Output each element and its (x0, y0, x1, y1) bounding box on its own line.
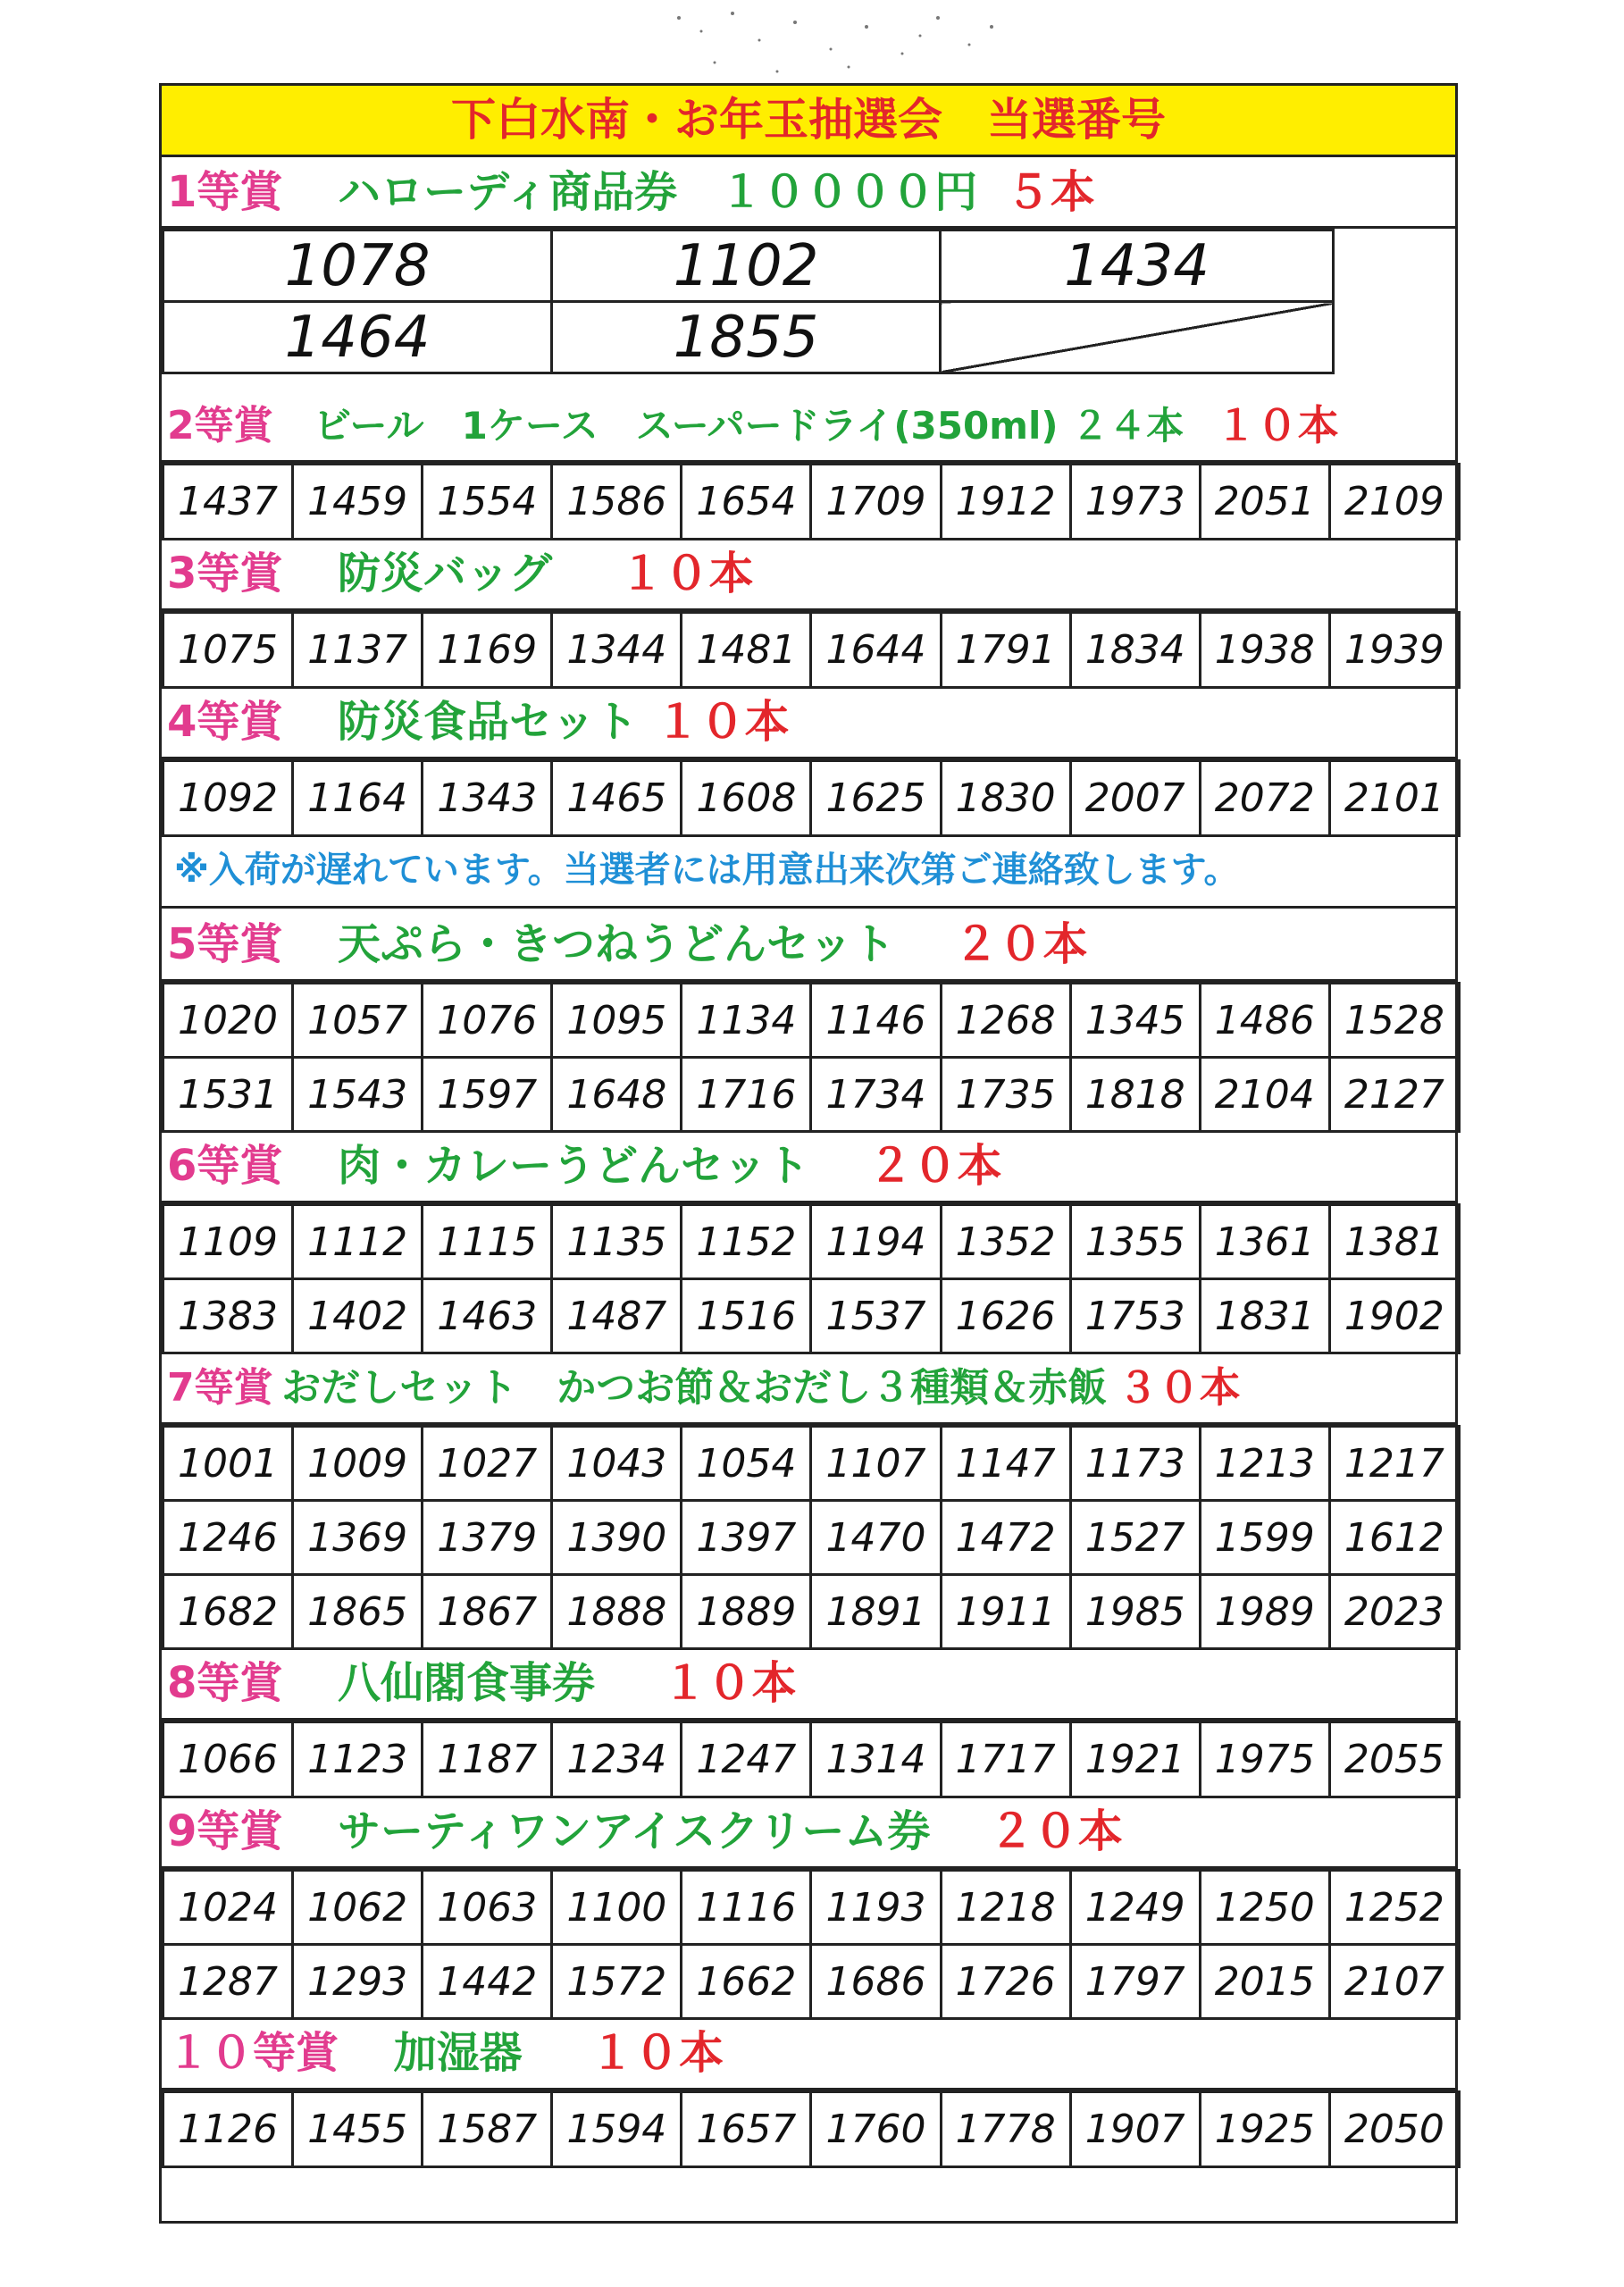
prize-1-rank: 1等賞 (167, 167, 283, 217)
winning-number: 1442 (423, 1945, 552, 2019)
winning-number: 1268 (941, 984, 1070, 1058)
prize-4-count: １０本 (655, 696, 790, 748)
winning-number: 1587 (423, 2092, 552, 2167)
winning-number: 1001 (163, 1427, 293, 1501)
prize-5-rank: 5等賞 (167, 919, 283, 969)
winning-number: 1830 (941, 761, 1070, 836)
prize-10-heading (162, 2017, 1455, 2090)
winning-number: 1063 (423, 1871, 552, 1945)
winning-number: 1686 (811, 1945, 941, 2019)
winning-number: 1626 (941, 1279, 1070, 1353)
winning-number: 2101 (1329, 761, 1459, 836)
prize-3-heading (162, 538, 1455, 611)
winning-number: 1152 (682, 1205, 811, 1279)
winning-number: 2109 (1329, 465, 1459, 540)
prize-2-item: ビール 1ケース スーパードライ(350ml) ２４本 (314, 404, 1185, 448)
winning-number: 1076 (423, 984, 552, 1058)
winning-number: 1095 (552, 984, 682, 1058)
winning-number: 1716 (682, 1058, 811, 1132)
delivery-note: ※入荷が遅れています。当選者には用意出来次第ご連絡致します。 (162, 834, 1455, 909)
winning-number: 1599 (1200, 1501, 1329, 1575)
winning-number: 1865 (293, 1575, 423, 1649)
winning-number: 1760 (811, 2092, 941, 2167)
prize-1-count: ５本 (1005, 166, 1095, 218)
prize-6-heading (162, 1130, 1455, 1203)
winning-number: 1383 (163, 1279, 293, 1353)
prize-4-numbers (162, 759, 1461, 837)
winning-number: 1717 (941, 1722, 1070, 1797)
prize-7-count: ３０本 (1117, 1363, 1241, 1412)
prize-3-item: 防災バッグ (337, 549, 552, 599)
prize-3-rank: 3等賞 (167, 549, 283, 599)
winning-number: 1343 (423, 761, 552, 836)
winning-number: 1867 (423, 1575, 552, 1649)
winning-number: 1907 (1070, 2092, 1200, 2167)
winning-number: 1921 (1070, 1722, 1200, 1797)
prize-8-item: 八仙閣食事券 (337, 1658, 595, 1708)
prize-4-rank: 4等賞 (167, 697, 283, 747)
winning-number: 1486 (1200, 984, 1329, 1058)
winning-number: 2051 (1200, 465, 1329, 540)
winning-number: 1831 (1200, 1279, 1329, 1353)
winning-number: 1487 (552, 1279, 682, 1353)
winning-number: 1648 (552, 1058, 682, 1132)
winning-number: 1472 (941, 1501, 1070, 1575)
winning-number: 1249 (1070, 1871, 1200, 1945)
winning-number: 1355 (1070, 1205, 1200, 1279)
winning-number: 1834 (1070, 613, 1200, 688)
winning-number: 1975 (1200, 1722, 1329, 1797)
winning-number: 1554 (423, 465, 552, 540)
winning-number: 1187 (423, 1722, 552, 1797)
winning-number: 1528 (1329, 984, 1459, 1058)
winning-number: 1109 (163, 1205, 293, 1279)
winning-number: 2072 (1200, 761, 1329, 836)
winning-number: 1644 (811, 613, 941, 688)
prize-4-heading (162, 686, 1455, 759)
prize-5-numbers (162, 982, 1461, 1133)
winning-number: 1939 (1329, 613, 1459, 688)
winning-number: 1043 (552, 1427, 682, 1501)
winning-number: 1078 (163, 230, 552, 302)
winning-number: 1470 (811, 1501, 941, 1575)
winning-number: 1586 (552, 465, 682, 540)
winning-number: 1146 (811, 984, 941, 1058)
winning-number: 1543 (293, 1058, 423, 1132)
winning-number: 2015 (1200, 1945, 1329, 2019)
winning-number: 1938 (1200, 613, 1329, 688)
page-title: 下白水南・お年玉抽選会 当選番号 (162, 86, 1455, 157)
winning-number: 1625 (811, 761, 941, 836)
winning-number: 1911 (941, 1575, 1070, 1649)
winning-number: 1250 (1200, 1871, 1329, 1945)
winning-number: 1437 (163, 465, 293, 540)
winning-number: 1662 (682, 1945, 811, 2019)
prize-1-numbers (162, 229, 1335, 374)
winning-number: 1361 (1200, 1205, 1329, 1279)
winning-number: 1889 (682, 1575, 811, 1649)
empty-cell (941, 302, 1334, 373)
winning-number: 1137 (293, 613, 423, 688)
winning-number: 1402 (293, 1279, 423, 1353)
winning-number: 1735 (941, 1058, 1070, 1132)
winning-number: 1973 (1070, 465, 1200, 540)
winning-number: 1459 (293, 465, 423, 540)
winning-number: 1135 (552, 1205, 682, 1279)
prize-6-item: 肉・カレーうどんセット (337, 1141, 809, 1191)
prize-4-item: 防災食品セット (337, 697, 638, 747)
winning-number: 1390 (552, 1501, 682, 1575)
winning-number: 1246 (163, 1501, 293, 1575)
winning-number: 1379 (423, 1501, 552, 1575)
winning-number: 1734 (811, 1058, 941, 1132)
prize-8-numbers (162, 1721, 1461, 1798)
prize-10-count: １０本 (590, 2027, 724, 2079)
prize-2-numbers (162, 463, 1461, 540)
winning-number: 2127 (1329, 1058, 1459, 1132)
winning-number: 1527 (1070, 1501, 1200, 1575)
winning-number: 1657 (682, 2092, 811, 2167)
prize-5-heading (162, 909, 1455, 982)
winning-number: 1902 (1329, 1279, 1459, 1353)
winning-number: 1434 (941, 230, 1334, 302)
winning-number: 1287 (163, 1945, 293, 2019)
prize-8-count: １０本 (662, 1657, 797, 1709)
winning-number: 1455 (293, 2092, 423, 2167)
prize-2-rank: 2等賞 (167, 403, 273, 448)
winning-number: 1100 (552, 1871, 682, 1945)
winning-number: 1352 (941, 1205, 1070, 1279)
winning-number: 1397 (682, 1501, 811, 1575)
winning-number: 1293 (293, 1945, 423, 2019)
winning-number: 1682 (163, 1575, 293, 1649)
winning-number: 1062 (293, 1871, 423, 1945)
prize-8-heading (162, 1647, 1455, 1721)
winning-number: 1597 (423, 1058, 552, 1132)
empty-footer-row (162, 2166, 1455, 2221)
winning-number: 1818 (1070, 1058, 1200, 1132)
prize-7-item: おだしセット かつお節＆おだし３種類＆赤飯 (281, 1365, 1108, 1411)
winning-number: 1024 (163, 1871, 293, 1945)
winning-number: 1654 (682, 465, 811, 540)
prize-7-rank: 7等賞 (167, 1365, 273, 1411)
prize-9-heading (162, 1796, 1455, 1869)
winning-number: 1164 (293, 761, 423, 836)
winning-number: 1912 (941, 465, 1070, 540)
winning-number: 2023 (1329, 1575, 1459, 1649)
winning-number: 1381 (1329, 1205, 1459, 1279)
winning-number: 1116 (682, 1871, 811, 1945)
winning-number: 1753 (1070, 1279, 1200, 1353)
winning-number: 1193 (811, 1871, 941, 1945)
winning-number: 1345 (1070, 984, 1200, 1058)
prize-5-item: 天ぷら・きつねうどんセット (337, 919, 895, 969)
prize-10-numbers (162, 2090, 1461, 2168)
winning-number: 1107 (811, 1427, 941, 1501)
winning-number: 1092 (163, 761, 293, 836)
prize-6-rank: 6等賞 (167, 1141, 283, 1191)
prize-7-numbers (162, 1425, 1461, 1650)
winning-number: 1709 (811, 465, 941, 540)
winning-number: 1020 (163, 984, 293, 1058)
winning-number: 2107 (1329, 1945, 1459, 2019)
winning-number: 1726 (941, 1945, 1070, 2019)
prize-9-item: サーティワンアイスクリーム券 (337, 1806, 931, 1856)
winning-number: 1057 (293, 984, 423, 1058)
prize-1-item: ハローディ商品券 １００００円 (337, 167, 978, 217)
prize-9-numbers (162, 1869, 1461, 2020)
winning-number: 2050 (1329, 2092, 1459, 2167)
winning-number: 1463 (423, 1279, 552, 1353)
prize-3-count: １０本 (619, 548, 754, 599)
prize-6-numbers (162, 1203, 1461, 1354)
scan-noise-marks (661, 0, 1018, 80)
winning-number: 1169 (423, 613, 552, 688)
winning-number: 1112 (293, 1205, 423, 1279)
prize-7-heading (162, 1352, 1455, 1425)
winning-number: 1612 (1329, 1501, 1459, 1575)
winning-number: 2007 (1070, 761, 1200, 836)
winning-number: 1888 (552, 1575, 682, 1649)
prize-10-item: 加湿器 (393, 2028, 523, 2078)
winning-number: 1925 (1200, 2092, 1329, 2167)
winning-number: 1891 (811, 1575, 941, 1649)
prize-2-count: １０本 (1215, 401, 1339, 449)
prize-2-heading (162, 390, 1455, 463)
prize-8-rank: 8等賞 (167, 1658, 283, 1708)
winning-number: 1465 (552, 761, 682, 836)
winning-number: 1217 (1329, 1427, 1459, 1501)
prize-3-numbers (162, 611, 1461, 689)
winning-number: 1594 (552, 2092, 682, 2167)
winning-number: 1009 (293, 1427, 423, 1501)
winning-number: 1102 (552, 230, 941, 302)
winning-number: 1173 (1070, 1427, 1200, 1501)
winning-number: 1797 (1070, 1945, 1200, 2019)
winning-number: 2055 (1329, 1722, 1459, 1797)
winning-number: 1147 (941, 1427, 1070, 1501)
winning-number: 1791 (941, 613, 1070, 688)
winning-number: 1608 (682, 761, 811, 836)
prize-10-rank: １０等賞 (167, 2028, 339, 2078)
winning-number: 1134 (682, 984, 811, 1058)
winning-number: 1344 (552, 613, 682, 688)
winning-number: 1066 (163, 1722, 293, 1797)
winning-number: 1572 (552, 1945, 682, 2019)
winning-number: 1123 (293, 1722, 423, 1797)
winning-number: 1247 (682, 1722, 811, 1797)
winning-number: 1234 (552, 1722, 682, 1797)
winning-number: 1531 (163, 1058, 293, 1132)
winning-number: 1989 (1200, 1575, 1329, 1649)
winning-number: 1855 (552, 302, 941, 373)
winning-number: 1481 (682, 613, 811, 688)
winning-number: 1252 (1329, 1871, 1459, 1945)
winning-number: 1115 (423, 1205, 552, 1279)
prize-5-count: ２０本 (953, 918, 1088, 970)
prize-9-rank: 9等賞 (167, 1806, 283, 1856)
winning-number: 1464 (163, 302, 552, 373)
winning-number: 1213 (1200, 1427, 1329, 1501)
prize-1-heading (162, 157, 1455, 229)
prize-9-count: ２０本 (988, 1805, 1123, 1857)
winning-number: 1314 (811, 1722, 941, 1797)
winning-number: 1027 (423, 1427, 552, 1501)
prize-6-count: ２０本 (867, 1140, 1002, 1192)
winning-number: 1985 (1070, 1575, 1200, 1649)
winning-number: 1778 (941, 2092, 1070, 2167)
winning-number: 2104 (1200, 1058, 1329, 1132)
winning-number: 1194 (811, 1205, 941, 1279)
winning-number: 1516 (682, 1279, 811, 1353)
winning-number: 1075 (163, 613, 293, 688)
winning-number: 1218 (941, 1871, 1070, 1945)
results-sheet (159, 83, 1458, 2224)
winning-number: 1126 (163, 2092, 293, 2167)
winning-number: 1537 (811, 1279, 941, 1353)
winning-number: 1369 (293, 1501, 423, 1575)
winning-number: 1054 (682, 1427, 811, 1501)
